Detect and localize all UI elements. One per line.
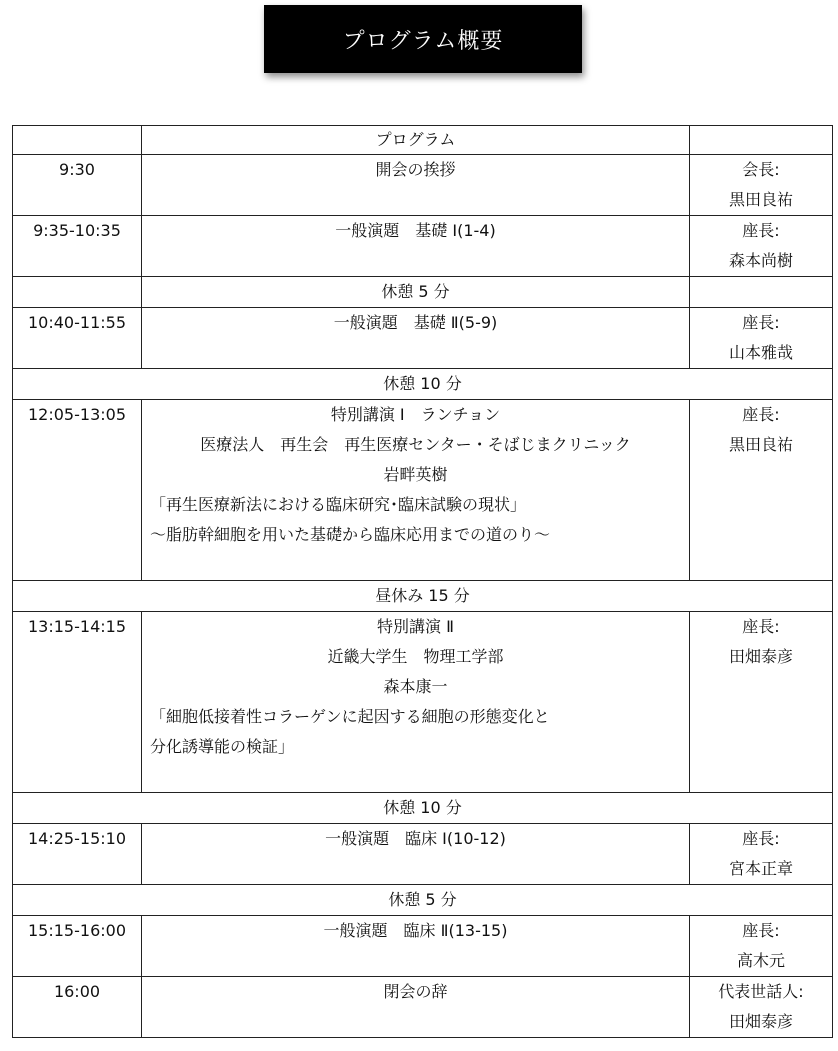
session-row	[13, 400, 833, 581]
program-line: 「細胞低接着性コラーゲンに起因する細胞の形態変化と	[150, 707, 550, 726]
break-cell	[13, 369, 833, 400]
spacer	[142, 550, 689, 580]
session-time: 12:05-13:05	[28, 405, 126, 424]
time-cell	[13, 308, 142, 369]
chair-name: 黒田良祐	[728, 190, 793, 209]
program-cell	[142, 977, 690, 1038]
program-line: 岩畔英樹	[383, 465, 448, 484]
program-line: 一般演題 基礎 Ⅰ(1-4)	[335, 221, 496, 240]
program-cell	[142, 916, 690, 977]
time-cell	[13, 155, 142, 216]
program-line: 「再生医療新法における臨床研究･臨床試験の現状」	[150, 495, 527, 514]
session-time: 9:30	[59, 160, 95, 179]
program-line: 森本康一	[383, 677, 448, 696]
session-time: 14:25-15:10	[28, 829, 126, 848]
time-cell	[13, 916, 142, 977]
break-row	[13, 369, 833, 400]
chair-name: 高木元	[736, 951, 785, 970]
program-cell	[142, 612, 690, 793]
break-label: 休憩 10 分	[383, 798, 462, 817]
program-line: 医療法人 再生会 再生医療センター・そばじまクリニック	[200, 435, 631, 454]
session-row	[13, 308, 833, 369]
chair-role: 代表世話人:	[718, 982, 804, 1001]
chair-name: 森本尚樹	[728, 251, 793, 270]
program-cell	[142, 824, 690, 885]
break-cell	[13, 793, 833, 824]
session-time: 13:15-14:15	[28, 617, 126, 636]
break-row	[13, 277, 833, 308]
page-title-text: プログラム概要	[342, 28, 504, 54]
program-cell	[142, 400, 690, 581]
chair-role: 座長:	[742, 829, 780, 848]
break-row	[13, 885, 833, 916]
program-line: 分化誘導能の検証」	[150, 737, 295, 756]
chair-cell	[690, 155, 833, 216]
break-label: 休憩 5 分	[381, 282, 450, 301]
session-row	[13, 216, 833, 277]
program-line: 開会の挨拶	[375, 160, 456, 179]
program-cell	[142, 216, 690, 277]
session-time: 9:35-10:35	[33, 221, 121, 240]
chair-name: 山本雅哉	[728, 343, 793, 362]
session-row	[13, 155, 833, 216]
program-cell	[142, 155, 690, 216]
program-cell	[142, 308, 690, 369]
chair-role: 座長:	[742, 617, 780, 636]
program-line: 閉会の辞	[383, 982, 448, 1001]
program-line: 一般演題 臨床 Ⅱ(13-15)	[323, 921, 508, 940]
break-cell	[142, 277, 690, 308]
break-row	[13, 581, 833, 612]
break-cell	[13, 885, 833, 916]
program-line: 特別講演 Ⅰ ランチョン	[330, 405, 501, 424]
program-line: 一般演題 臨床 Ⅰ(10-12)	[325, 829, 506, 848]
session-row	[13, 612, 833, 793]
chair-name: 田畑泰彦	[728, 1012, 793, 1031]
header-program-label: プログラム	[375, 130, 456, 149]
chair-role: 座長:	[742, 921, 780, 940]
chair-cell	[690, 824, 833, 885]
chair-role: 会長:	[742, 160, 780, 179]
chair-cell	[690, 612, 833, 793]
session-row	[13, 824, 833, 885]
time-cell	[13, 612, 142, 793]
page-title	[264, 5, 582, 73]
session-time: 16:00	[53, 982, 101, 1001]
header-chair-cell	[690, 126, 833, 155]
chair-name: 黒田良祐	[728, 435, 793, 454]
program-line: 一般演題 基礎 Ⅱ(5-9)	[333, 313, 498, 332]
session-time: 10:40-11:55	[28, 313, 126, 332]
header-program-cell	[142, 126, 690, 155]
time-cell	[13, 824, 142, 885]
header-time-cell	[13, 126, 142, 155]
time-cell	[13, 400, 142, 581]
time-cell	[13, 216, 142, 277]
chair-cell	[690, 216, 833, 277]
break-label: 休憩 5 分	[388, 890, 457, 909]
break-chair-cell	[690, 277, 833, 308]
chair-name: 宮本正章	[728, 859, 793, 878]
chair-role: 座長:	[742, 221, 780, 240]
break-cell	[13, 581, 833, 612]
chair-role: 座長:	[742, 313, 780, 332]
session-row	[13, 977, 833, 1038]
break-time-cell	[13, 277, 142, 308]
program-line: 特別講演 Ⅱ	[377, 617, 454, 636]
break-label: 昼休み 15 分	[375, 586, 470, 605]
break-label: 休憩 10 分	[383, 374, 462, 393]
program-table	[12, 125, 833, 1038]
chair-name: 田畑泰彦	[728, 647, 793, 666]
chair-cell	[690, 308, 833, 369]
session-row	[13, 916, 833, 977]
program-line: ～脂肪幹細胞を用いた基礎から臨床応用までの道のり～	[150, 525, 551, 544]
break-row	[13, 793, 833, 824]
spacer	[142, 762, 689, 792]
program-line: 近畿大学生 物理工学部	[327, 647, 504, 666]
chair-cell	[690, 977, 833, 1038]
time-cell	[13, 977, 142, 1038]
table-header-row	[13, 126, 833, 155]
chair-cell	[690, 400, 833, 581]
chair-cell	[690, 916, 833, 977]
session-time: 15:15-16:00	[28, 921, 126, 940]
chair-role: 座長:	[742, 405, 780, 424]
